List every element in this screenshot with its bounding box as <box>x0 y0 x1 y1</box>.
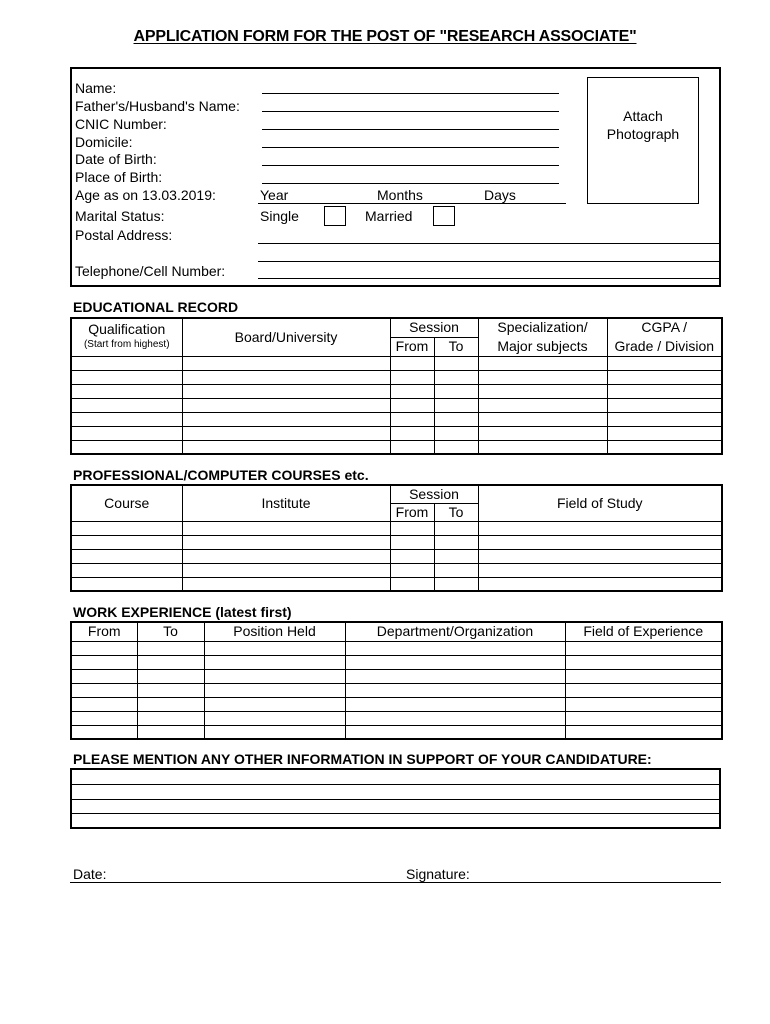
form-title: APPLICATION FORM FOR THE POST OF "RESEARCH ASSOCIATE" <box>133 28 637 45</box>
courses-to-header: To <box>434 503 478 521</box>
table-row <box>71 711 722 725</box>
work-section-title: WORK EXPERIENCE (latest first) <box>73 604 292 620</box>
personal-info-section <box>70 67 721 287</box>
signature-line[interactable] <box>70 882 721 883</box>
table-row <box>71 655 722 669</box>
father-name-label: Father's/Husband's Name: <box>75 98 240 114</box>
table-row <box>71 784 720 799</box>
other-info-line[interactable] <box>71 784 720 799</box>
table-row <box>71 440 722 454</box>
table-row <box>71 769 720 784</box>
board-header: Board/University <box>182 318 390 356</box>
table-row <box>71 535 722 549</box>
session-header: Session <box>390 318 478 337</box>
table-row <box>71 799 720 813</box>
age-months-label: Months <box>377 187 423 203</box>
table-row <box>71 697 722 711</box>
pob-field[interactable] <box>262 183 559 184</box>
work-table <box>70 621 723 740</box>
qualification-header-text: Qualification <box>88 321 166 338</box>
cgpa-header-line1: CGPA / <box>641 319 688 336</box>
photo-box[interactable] <box>587 77 699 204</box>
domicile-field[interactable] <box>262 147 559 148</box>
courses-table <box>70 484 723 592</box>
table-row <box>71 813 720 828</box>
courses-section-title: PROFESSIONAL/COMPUTER COURSES etc. <box>73 467 369 483</box>
cnic-label: CNIC Number: <box>75 116 167 132</box>
table-row <box>71 426 722 440</box>
dob-field[interactable] <box>262 165 559 166</box>
table-row <box>71 549 722 563</box>
age-label: Age as on 13.03.2019: <box>75 187 216 203</box>
postal-address-line-1[interactable] <box>258 243 721 244</box>
married-checkbox[interactable] <box>433 206 455 226</box>
work-from-header: From <box>71 622 137 641</box>
pob-label: Place of Birth: <box>75 169 163 185</box>
date-label: Date: <box>73 866 107 882</box>
education-table <box>70 317 723 455</box>
single-checkbox[interactable] <box>324 206 346 226</box>
table-row <box>71 641 722 655</box>
table-row <box>71 577 722 591</box>
married-label: Married <box>365 208 413 224</box>
dob-label: Date of Birth: <box>75 151 157 167</box>
position-header: Position Held <box>204 622 345 641</box>
postal-address-line-2[interactable] <box>258 261 721 262</box>
table-row <box>71 398 722 412</box>
specialization-header-line1: Specialization/ <box>497 319 588 336</box>
courses-session-header: Session <box>390 485 478 503</box>
qualification-header <box>71 318 182 356</box>
table-row <box>71 683 722 697</box>
institute-header: Institute <box>182 485 390 521</box>
photo-label-line2: Photograph <box>606 125 680 142</box>
name-label: Name: <box>75 80 117 96</box>
marital-status-label: Marital Status: <box>75 208 165 224</box>
table-row <box>71 563 722 577</box>
other-info-section-title: PLEASE MENTION ANY OTHER INFORMATION IN SUPPORT OF YOUR CANDIDATURE: <box>73 751 652 767</box>
table-row <box>71 370 722 384</box>
department-header: Department/Organization <box>345 622 565 641</box>
session-to-header: To <box>434 337 478 356</box>
name-field[interactable] <box>262 93 559 94</box>
table-row <box>71 356 722 370</box>
course-header: Course <box>71 485 182 521</box>
work-to-header: To <box>137 622 204 641</box>
qualification-note: (Start from highest) <box>83 339 170 351</box>
table-row <box>71 725 722 739</box>
postal-address-label: Postal Address: <box>75 227 173 243</box>
specialization-header-line2: Major subjects <box>497 338 588 355</box>
single-label: Single <box>260 208 299 224</box>
table-row <box>71 412 722 426</box>
other-info-line[interactable] <box>71 799 720 813</box>
other-info-line[interactable] <box>71 769 720 784</box>
cgpa-header-line2: Grade / Division <box>614 338 715 355</box>
specialization-header <box>478 318 607 356</box>
courses-from-header: From <box>390 503 434 521</box>
phone-label: Telephone/Cell Number: <box>75 263 226 279</box>
father-name-field[interactable] <box>262 111 559 112</box>
cnic-field[interactable] <box>262 129 559 130</box>
signature-label: Signature: <box>406 866 470 882</box>
domicile-label: Domicile: <box>75 134 133 150</box>
session-from-header: From <box>390 337 434 356</box>
education-section-title: EDUCATIONAL RECORD <box>73 299 239 315</box>
field-of-study-header: Field of Study <box>478 485 722 521</box>
field-of-experience-header: Field of Experience <box>565 622 722 641</box>
age-year-label: Year <box>260 187 289 203</box>
photo-label-line1: Attach <box>623 107 663 124</box>
phone-field[interactable] <box>258 278 721 279</box>
table-row <box>71 384 722 398</box>
cgpa-header <box>607 318 722 356</box>
table-row <box>71 669 722 683</box>
table-row <box>71 521 722 535</box>
other-info-line[interactable] <box>71 813 720 828</box>
age-field[interactable] <box>258 203 566 204</box>
other-info-table <box>70 768 721 829</box>
age-days-label: Days <box>484 187 516 203</box>
